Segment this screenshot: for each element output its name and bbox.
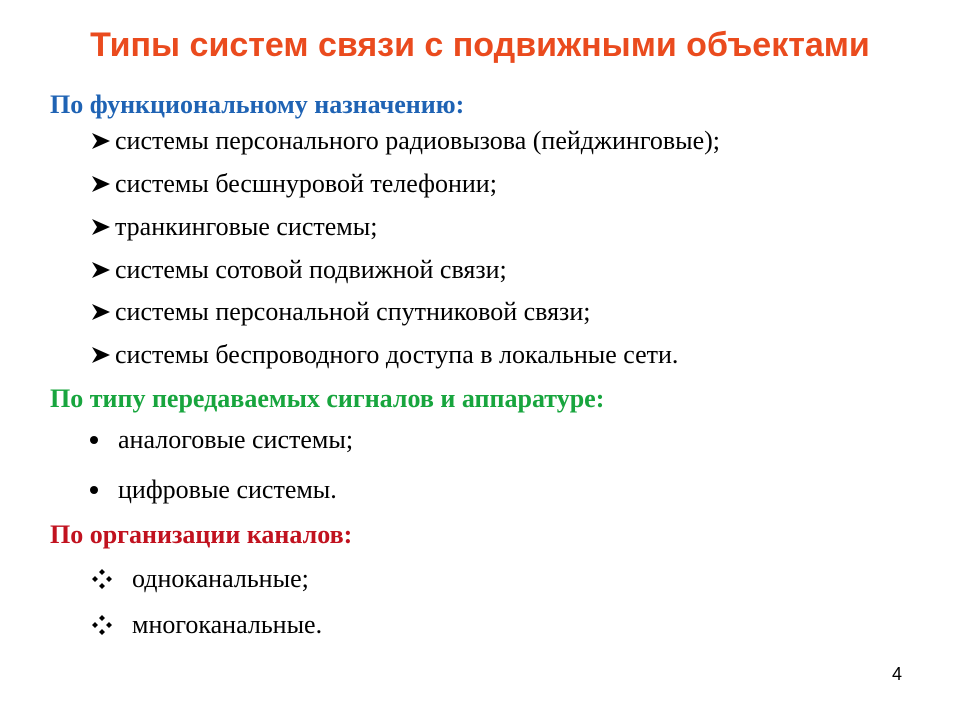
diamond-bullet-icon — [92, 569, 112, 589]
list-item — [90, 297, 590, 327]
list-item-text: многоканальные. — [132, 610, 323, 639]
list-item-text: системы беспроводного доступа в локальные сети. — [115, 340, 679, 369]
page-number: 4 — [891, 664, 902, 684]
dot-bullet-icon — [90, 436, 98, 444]
list-item-text: транкинговые системы; — [115, 212, 378, 241]
list-item-text: цифровые системы. — [118, 475, 337, 504]
dot-bullet-icon — [90, 486, 98, 494]
diamond-bullet-icon — [92, 615, 112, 635]
list-item — [90, 340, 678, 370]
list-item — [90, 255, 507, 285]
arrow-bullet-icon — [90, 175, 112, 193]
arrow-bullet-icon — [90, 261, 112, 279]
arrow-bullet-icon — [90, 218, 112, 236]
list-item-text: одноканальные; — [132, 564, 309, 593]
section-heading-signal-type: По типу передаваемых сигналов и аппаратуре: — [50, 384, 605, 413]
list-item-text: аналоговые системы; — [118, 425, 354, 454]
list-item-text: системы персонального радиовызова (пейджинговые); — [115, 126, 721, 155]
list-item — [92, 564, 309, 594]
list-item — [92, 610, 322, 640]
section-heading-channels: По организации каналов: — [50, 520, 353, 549]
list-item — [90, 212, 377, 242]
section-heading-functional: По функциональному назначению: — [50, 90, 465, 119]
list-item — [84, 475, 337, 505]
list-item-text: системы бесшнуровой телефонии; — [115, 169, 497, 198]
list-item — [90, 126, 720, 156]
list-item — [84, 425, 353, 455]
list-item-text: системы персональной спутниковой связи; — [115, 297, 591, 326]
slide-title: Типы систем связи с подвижными объектами — [90, 26, 870, 64]
arrow-bullet-icon — [90, 346, 112, 364]
arrow-bullet-icon — [90, 132, 112, 150]
arrow-bullet-icon — [90, 303, 112, 321]
list-item-text: системы сотовой подвижной связи; — [115, 255, 507, 284]
list-item — [90, 169, 497, 199]
